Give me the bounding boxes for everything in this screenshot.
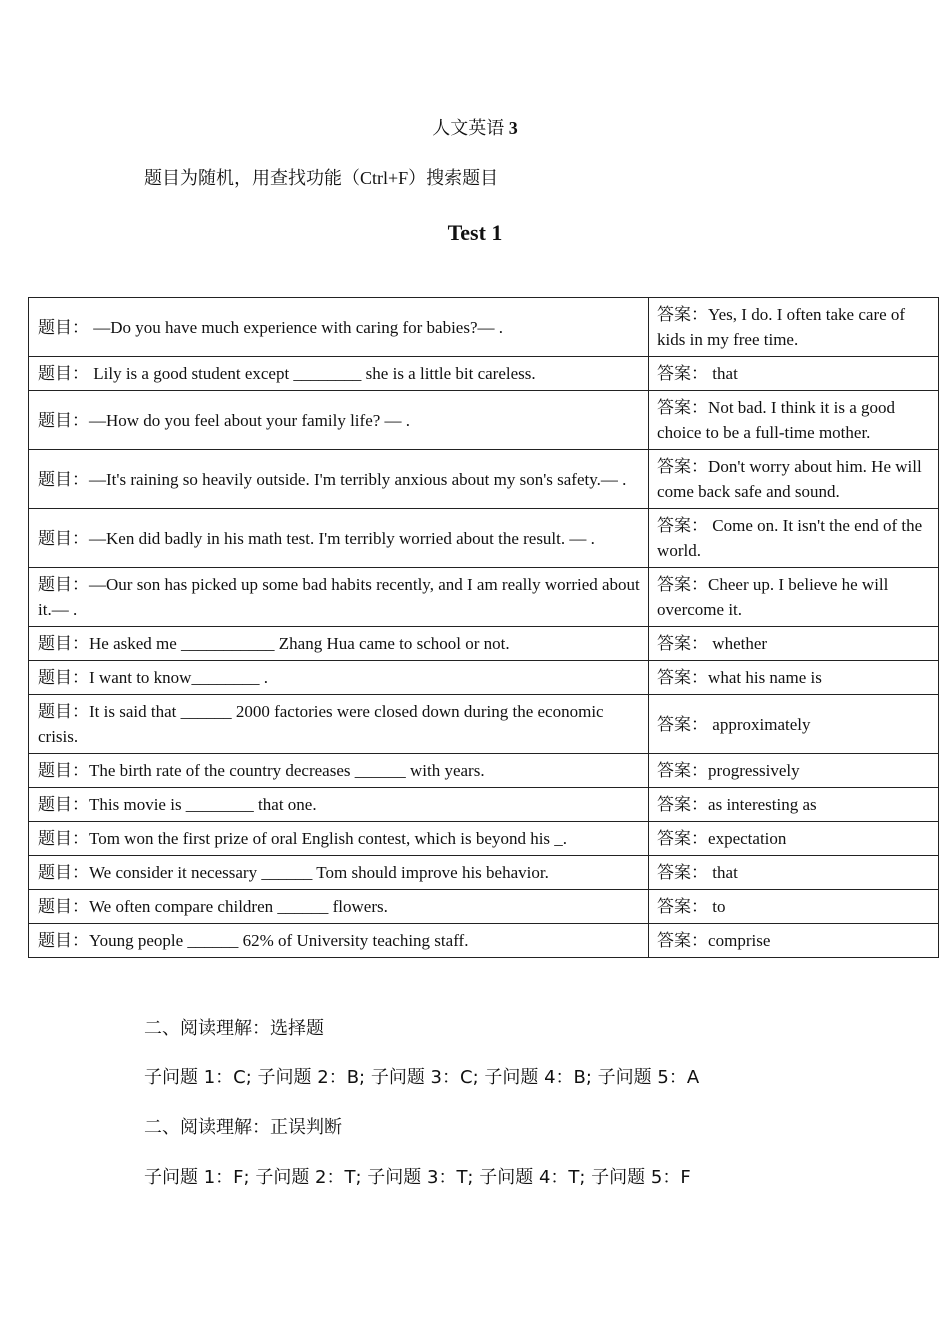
table-row xyxy=(29,822,939,856)
table-row xyxy=(29,627,939,661)
table-row xyxy=(29,890,939,924)
answer-cell: 答案： that xyxy=(649,856,939,890)
answer-cell: 答案：progressively xyxy=(649,754,939,788)
question-cell: 题目：—It's raining so heavily outside. I'm terribly anxious about my son's safety.— . xyxy=(29,450,649,509)
question-cell: 题目：The birth rate of the country decreases ______ with years. xyxy=(29,754,649,788)
table-row xyxy=(29,450,939,509)
answer-cell: 答案：Don't worry about him. He will come back safe and sound. xyxy=(649,450,939,509)
reading-truefalse-answers: 子问题 1：F; 子问题 2：T; 子问题 3：T; 子问题 4：T; 子问题 5：F xyxy=(144,1167,691,1188)
reading-truefalse-heading: 二、阅读理解：正误判断 xyxy=(144,1117,342,1138)
reading-choice-heading: 二、阅读理解：选择题 xyxy=(144,1018,324,1039)
answer-cell: 答案：expectation xyxy=(649,822,939,856)
question-cell: 题目：This movie is ________ that one. xyxy=(29,788,649,822)
table-row xyxy=(29,661,939,695)
question-cell: 题目： Lily is a good student except ________ she is a little bit careless. xyxy=(29,357,649,391)
table-row xyxy=(29,856,939,890)
title-prefix: 人文英语 xyxy=(432,118,505,138)
table-row xyxy=(29,509,939,568)
question-cell: 题目：It is said that ______ 2000 factories were closed down during the economic crisis. xyxy=(29,695,649,754)
document-title xyxy=(0,114,950,140)
answer-cell: 答案：comprise xyxy=(649,924,939,958)
answer-cell: 答案： to xyxy=(649,890,939,924)
table-row xyxy=(29,695,939,754)
table-row xyxy=(29,298,939,357)
title-number: 3 xyxy=(508,118,518,138)
table-row xyxy=(29,754,939,788)
search-instruction: 题目为随机，用查找功能（Ctrl+F）搜索题目 xyxy=(144,168,499,188)
table-row xyxy=(29,357,939,391)
question-cell: 题目：—Ken did badly in his math test. I'm terribly worried about the result. — . xyxy=(29,509,649,568)
table-row xyxy=(29,788,939,822)
question-cell: 题目：—How do you feel about your family life? — . xyxy=(29,391,649,450)
answer-cell: 答案： whether xyxy=(649,627,939,661)
question-cell: 题目：I want to know________ . xyxy=(29,661,649,695)
question-cell: 题目：Young people ______ 62% of University teaching staff. xyxy=(29,924,649,958)
question-cell: 题目：We often compare children ______ flowers. xyxy=(29,890,649,924)
answer-cell: 答案：what his name is xyxy=(649,661,939,695)
answer-cell: 答案：Not bad. I think it is a good choice to be a full-time mother. xyxy=(649,391,939,450)
question-cell: 题目：—Our son has picked up some bad habits recently, and I am really worried about it.— . xyxy=(29,568,649,627)
answer-cell: 答案： that xyxy=(649,357,939,391)
test-heading: Test 1 xyxy=(447,220,503,245)
table-row xyxy=(29,924,939,958)
reading-choice-answers: 子问题 1：C; 子问题 2：B; 子问题 3：C; 子问题 4：B; 子问题 5：A xyxy=(144,1067,700,1088)
table-row xyxy=(29,568,939,627)
question-cell: 题目： —Do you have much experience with caring for babies?— . xyxy=(29,298,649,357)
question-cell: 题目：He asked me ___________ Zhang Hua came to school or not. xyxy=(29,627,649,661)
answer-cell: 答案： Come on. It isn't the end of the world. xyxy=(649,509,939,568)
answer-cell: 答案：Yes, I do. I often take care of kids in my free time. xyxy=(649,298,939,357)
answer-cell: 答案： approximately xyxy=(649,695,939,754)
qa-table xyxy=(28,297,939,958)
question-cell: 题目：We consider it necessary ______ Tom should improve his behavior. xyxy=(29,856,649,890)
answer-cell: 答案：Cheer up. I believe he will overcome it. xyxy=(649,568,939,627)
table-row xyxy=(29,391,939,450)
question-cell: 题目：Tom won the first prize of oral English contest, which is beyond his _. xyxy=(29,822,649,856)
answer-cell: 答案：as interesting as xyxy=(649,788,939,822)
